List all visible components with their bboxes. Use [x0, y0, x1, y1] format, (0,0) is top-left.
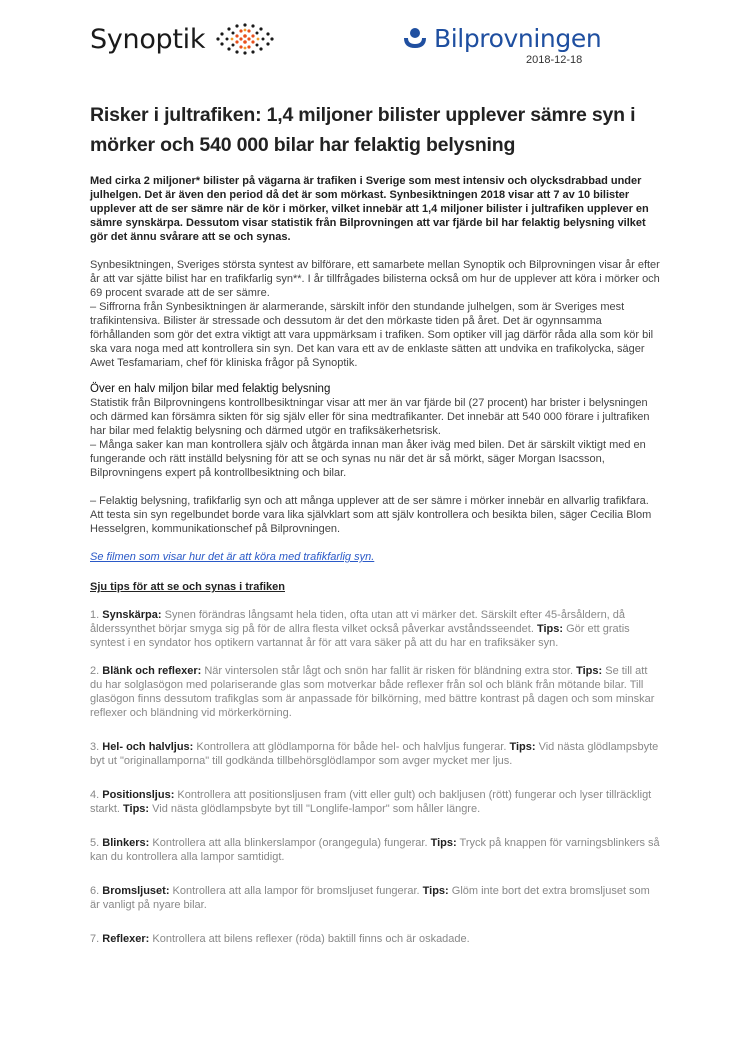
bilprovningen-mark-icon: [402, 26, 428, 50]
tips-heading: Sju tips för att se och synas i trafiken: [90, 581, 285, 593]
tip-item: [90, 664, 662, 720]
tip-number: 6.: [90, 885, 100, 897]
tip-advice: Vid nästa glödlampsbyte byt ut "originallamporna" till godkända tillbehörsglödlampor som avger mycket mer ljus.: [90, 741, 659, 767]
tip-item: [90, 608, 662, 650]
tip-text: Kontrollera att positionsljusen fram (vitt eller gult) och bakljusen (rött) fungerar och lyser tillräckligt starkt.: [90, 789, 652, 815]
synoptik-wordmark: Synoptik: [90, 23, 206, 55]
tip-name: Synskärpa:: [102, 609, 162, 621]
tip-name: Blänk och reflexer:: [102, 665, 202, 677]
tip-name: Hel- och halvljus:: [102, 741, 194, 753]
synoptik-eye-icon: [215, 21, 275, 57]
tip-advice: Se till att du har solglasögon med polariserande glas som motverkar både reflexer från sol och blänk från mötande bilar. Till glasögon finns dessutom trafikglas som är anpassade för bilkörning, med bättre kontrast på dagen och som minskar reflexer och bländning vid mörkerkörning.: [90, 665, 655, 719]
tips-list: [90, 608, 662, 946]
tip-name: Bromsljuset:: [102, 885, 170, 897]
body-paragraph: – Siffrorna från Synbesiktningen är alarmerande, särskilt inför den stundande julhelgen, som är Sveriges mest trafikintensiva. Bilister är stressade och dessutom är det den mörkaste tiden på året. Det är ogynnsamma förhållanden som gör det extra viktigt att vara uppmärksam i trafiken. Som optiker vill jag därför råda alla som kör bil ska vara noga med att kontrollera sin syn. Det kan vara ett av de enklaste sätten att undvika en trafikolycka, säger Awet Tesfamariam, chef för kliniska frågor på Synoptik.: [90, 301, 654, 369]
tip-item: [90, 740, 662, 768]
tip-label: Tips:: [430, 837, 457, 849]
body-paragraph: Statistik från Bilprovningens kontrollbesiktningar visar att mer än var fjärde bil (27 procent) har brister i belysningen och därmed kan försämra sikten för sig själv eller för sina medtrafikanter. Det innebär att 540 000 förare i jultrafiken har bilar med felaktig belysning och därmed utgör en trafiksäkerhetsrisk.: [90, 397, 650, 437]
tip-text: Synen förändras långsamt hela tiden, ofta utan att vi märker det. Särskilt efter 45-årsåldern, då ålderssynthet börjar smyga sig på för de allra flesta vilket också påverkar avståndsseendet.: [90, 609, 626, 635]
tip-number: 3.: [90, 741, 100, 753]
article-title: Risker i jultrafiken: 1,4 miljoner bilister upplever sämre syn i mörker och 540 000 bilar har felaktig belysning: [90, 104, 636, 156]
body-section-2: [90, 396, 662, 480]
body-section-1: [90, 258, 662, 370]
tip-number: 4.: [90, 789, 100, 801]
article: [90, 100, 662, 946]
body-paragraph: – Många saker kan man kontrollera själv och åtgärda innan man åker iväg med bilen. Det är särskilt viktigt med en fungerande och rätt inställd belysning för att se och synas nu när det är så mörkt, säger Morgan Isacsson, Bilprovningens expert på kontrollbesiktning och bilar.: [90, 439, 646, 479]
bilprovningen-wordmark: Bilprovningen: [434, 23, 602, 53]
publish-date: 2018-12-18: [526, 54, 583, 66]
tip-text: Kontrollera att alla blinkerslampor (orangegula) fungerar.: [149, 837, 431, 849]
tip-text: När vintersolen står lågt och snön har fallit är risken för bländning extra stor.: [201, 665, 577, 677]
tip-advice: Glöm inte bort det extra bromsljuset som är vanligt på nyare bilar.: [90, 885, 650, 911]
tip-name: Positionsljus:: [102, 789, 175, 801]
tip-label: Tips:: [509, 741, 536, 753]
tip-label: Tips:: [576, 665, 603, 677]
tip-item: [90, 836, 662, 864]
tip-item: [90, 788, 662, 816]
body-section-3: [90, 494, 662, 536]
tip-text: Kontrollera att glödlamporna för både hel- och halvljus fungerar.: [193, 741, 510, 753]
tip-label: Tips:: [422, 885, 449, 897]
tip-label: Tips:: [536, 623, 564, 635]
tip-name: Reflexer:: [102, 933, 150, 945]
tip-advice: Vid nästa glödlampsbyte byt till "Longlife-lampor" som håller längre.: [149, 803, 481, 815]
tip-advice: Gör ett gratis syntest i en syndator hos optikern vartannat år för att vara säker på att du har en trafiksäker syn.: [90, 623, 630, 649]
bilprovningen-logo: [402, 20, 601, 56]
tip-number: 5.: [90, 837, 100, 849]
tip-text: Kontrollera att bilens reflexer (röda) baktill finns och är oskadade.: [149, 933, 470, 945]
tip-name: Blinkers:: [102, 837, 150, 849]
body-paragraph: – Felaktig belysning, trafikfarlig syn och att många upplever att de ser sämre i mörker innebär en allvarlig trafikfara. Att testa sin syn regelbundet borde vara lika självklart som att själv kontrollera och besikta bilen, säger Cecilia Blom Hesselgren, kommunikationschef på Bilprovningen.: [90, 495, 652, 535]
synoptik-logo: [90, 18, 275, 60]
tip-text: Kontrollera att alla lampor för bromsljuset fungerar.: [169, 885, 423, 897]
tip-advice: Tryck på knappen för varningsblinkers så kan du kontrollera alla lampor samtidigt.: [90, 837, 660, 863]
tip-number: 1.: [90, 609, 100, 621]
tip-label: Tips:: [123, 803, 150, 815]
tip-number: 2.: [90, 665, 100, 677]
tip-number: 7.: [90, 933, 100, 945]
tip-item: [90, 884, 662, 912]
video-link[interactable]: Se filmen som visar hur det är att köra med trafikfarlig syn.: [90, 551, 375, 563]
tip-item: [90, 932, 662, 946]
section-subheading: Över en halv miljon bilar med felaktig belysning: [90, 383, 331, 395]
article-lead: Med cirka 2 miljoner* bilister på vägarna är trafiken i Sverige som mest intensiv och olycksdrabbad under julhelgen. Det är även den period då det är som mörkast. Synbesiktningen 2018 visar att 7 av 10 bilister upplever att de ser sämre när de kör i mörker, vilket innebär att 1,4 miljoner bilister i jultrafiken upplever en sämre synskärpa. Dessutom visar statistik från Bilprovningen att var fjärde bil har felaktig belysning vilket gör det ännu svårare att se och synas.: [90, 175, 649, 243]
body-paragraph: Synbesiktningen, Sveriges största syntest av bilförare, ett samarbete mellan Synoptik och Bilprovningen visar år efter år att var sjätte bilist har en trafikfarlig syn**. I år tillfrågades bilisterna också om hur de upplever att köra i mörker och 69 procent svarade att de ser sämre.: [90, 259, 660, 299]
